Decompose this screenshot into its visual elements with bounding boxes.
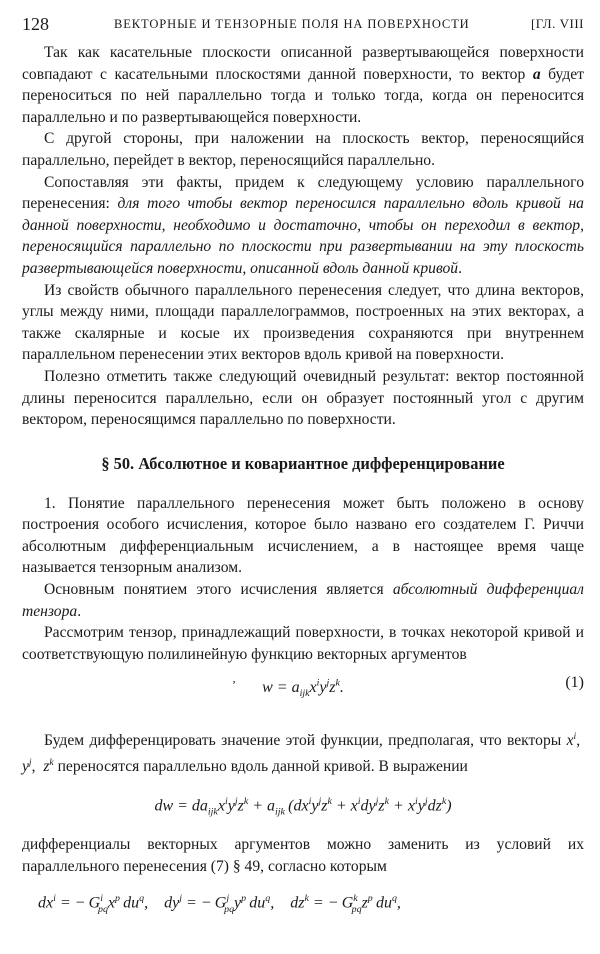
vector-a: a bbox=[532, 65, 541, 83]
paragraph-5: Полезно отметить также следующий очевидный результат: вектор постоянной длины переносится параллельно, если он образует постоянный угол с другим вектором, переносящимся параллельно по поверхности. bbox=[22, 367, 584, 429]
equation-dw: dw = $da_{ijk}x^iy^jz^k + a_{ijk}$ $(dx^iy^jz^k + x^idy^jz^k + x^iy^jdz^k)$ bbox=[154, 795, 452, 818]
stray-mark: ʼ bbox=[232, 678, 236, 693]
equation-1-body: $w = a_{ijk}x^iy^jz^k$. bbox=[262, 677, 344, 699]
section-paragraph-4: Будем дифференцировать значение этой функции, предполагая, что векторы $x^i$, $y^j$, $z^k$ переносятся параллельно вдоль данной кривой. В выражении bbox=[22, 730, 584, 775]
book-page bbox=[22, 10, 584, 944]
parallel-transport-criterion: для того чтобы вектор переносился параллельно вдоль кривой на данной поверхности, необходимо и достаточно, чтобы он переходил в вектор, переносящийся параллельно по плоскости при развертывании на эту плоскость развертывающейся поверхности, описанной вдоль данной кривой bbox=[22, 195, 584, 277]
section-paragraph-5: дифференциалы векторных аргументов можно заменить из условий их параллельного перенесения (7) § 49, согласно которым bbox=[22, 836, 584, 875]
absolute-differential-term: абсолютный дифференциал тензора bbox=[22, 581, 584, 620]
equation-transport: $dx^i$ = − $G^i_{pq}x^p$ $du^q$, $dy^j$ = − $G^j_{pq}y^p$ $du^q$, $dz^k$ = − $G^k_{pq}z^p$ $du^q$, bbox=[38, 893, 401, 915]
equation-1-number: (1) bbox=[565, 674, 584, 692]
paragraph-4: Из свойств обычного параллельного перенесения следует, что длина векторов, углы между ними, площади параллелограммов, построенных на этих векторах, а также скалярные и косые их произведения сохраняются при внутреннем параллельном перенесении этих векторов вдоль кривой на поверхности. bbox=[22, 281, 584, 364]
chapter-marker: [ГЛ. VIII bbox=[530, 16, 584, 31]
equation-1 bbox=[22, 671, 584, 706]
page-number: 128 bbox=[22, 14, 49, 34]
paragraph-3: Сопоставляя эти факты, придем к следующему условию параллельного перенесения: для того чтобы вектор переносился параллельно вдоль кривой на данной поверхности, необходимо и достаточно, чтобы он переходил в вектор, переносящийся параллельно по плоскости при развертывании на эту плоскость развертывающейся поверхности, описанной вдоль данной кривой. bbox=[22, 173, 584, 277]
section-paragraph-1: 1. Понятие параллельного перенесения может быть положено в основу построения особого исчисления, которое было названо его создателем Г. Риччи абсолютным дифференциальным исчислением, а в настоящее время чаще называется тензорным анализом. bbox=[22, 494, 584, 577]
body-text bbox=[22, 42, 584, 922]
section-paragraph-3: Рассмотрим тензор, принадлежащий поверхности, в точках некоторой кривой и соответствующую полилинейную функцию векторных аргументов bbox=[22, 624, 584, 663]
section-heading: § 50. Абсолютное и ковариантное дифференцирование bbox=[101, 453, 505, 473]
paragraph-2: С другой стороны, при наложении на плоскость вектор, переносящийся параллельно, перейдет в вектор, переносящийся параллельно. bbox=[22, 130, 584, 169]
running-head bbox=[22, 10, 584, 38]
running-title: ВЕКТОРНЫЕ И ТЕНЗОРНЫЕ ПОЛЯ НА ПОВЕРХНОСТИ bbox=[114, 17, 470, 31]
section-paragraph-2: Основным понятием этого исчисления является абсолютный дифференциал тензора. bbox=[22, 581, 584, 620]
paragraph-1: Так как касательные плоскости описанной развертывающейся поверхности совпадают с касательными плоскостями данной поверхности, то вектор a будет переноситься по ней параллельно тогда и только тогда, когда он переносится параллельно и по развертывающейся поверхности. bbox=[22, 44, 584, 126]
